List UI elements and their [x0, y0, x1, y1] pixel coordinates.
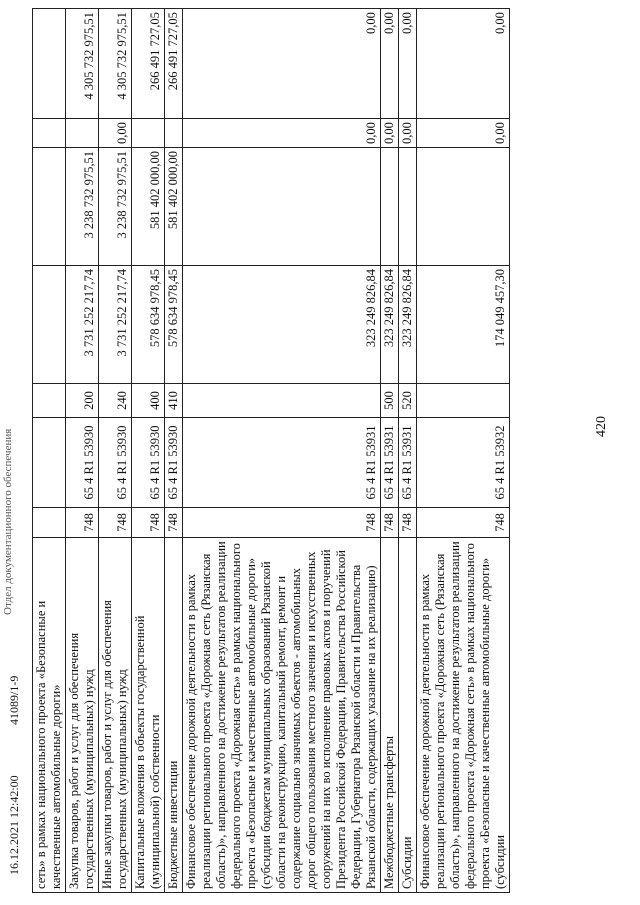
cell-vr — [417, 384, 510, 418]
cell-vr: 410 — [165, 384, 183, 418]
cell-v4: 4 305 732 975,51 — [99, 9, 132, 119]
table-row — [33, 9, 66, 893]
cell-v3 — [165, 119, 183, 148]
cell-v1: 323 249 826,84 — [399, 266, 417, 384]
cell-v3 — [33, 119, 66, 148]
cell-v4: 0,00 — [417, 9, 510, 119]
cell-v2: 3 238 732 975,51 — [66, 148, 99, 266]
cell-name: сеть» в рамках национального проекта «Безопасные и качественные автомобильные дороги» — [33, 538, 66, 893]
registry-stamp: Отдел документационного обеспечения — [2, 428, 14, 615]
cell-name: Капитальные вложения в объекты государственной (муниципальной) собственности — [132, 538, 165, 893]
cell-csr: 65 4 R1 53930 — [132, 418, 165, 508]
cell-v2: 3 238 732 975,51 — [99, 148, 132, 266]
cell-csr: 65 4 R1 53931 — [183, 418, 381, 508]
cell-v2 — [417, 148, 510, 266]
page-number: 420 — [594, 416, 609, 437]
cell-csr — [33, 418, 66, 508]
cell-v2 — [33, 148, 66, 266]
cell-v4: 0,00 — [183, 9, 381, 119]
cell-v2: 581 402 000,00 — [132, 148, 165, 266]
cell-ved: 748 — [399, 508, 417, 538]
cell-ved: 748 — [417, 508, 510, 538]
table-row — [165, 9, 183, 893]
table-row — [99, 9, 132, 893]
cell-vr: 500 — [381, 384, 399, 418]
footer-doc-id: 41089/1-9 — [7, 675, 21, 725]
cell-vr: 200 — [66, 384, 99, 418]
cell-vr — [33, 384, 66, 418]
cell-v4 — [33, 9, 66, 119]
cell-name: Межбюджетные трансферты — [381, 538, 399, 893]
cell-v3 — [66, 119, 99, 148]
cell-csr: 65 4 R1 53930 — [66, 418, 99, 508]
cell-csr: 65 4 R1 53931 — [399, 418, 417, 508]
cell-name: Иные закупки товаров, работ и услуг для обеспечения государственных (муниципальных) нужд — [99, 538, 132, 893]
cell-name: Субсидии — [399, 538, 417, 893]
cell-v4: 266 491 727,05 — [132, 9, 165, 119]
table-row — [183, 9, 381, 893]
cell-v2 — [399, 148, 417, 266]
cell-v4: 4 305 732 975,51 — [66, 9, 99, 119]
cell-vr: 400 — [132, 384, 165, 418]
cell-ved: 748 — [132, 508, 165, 538]
cell-v1: 323 249 826,84 — [183, 266, 381, 384]
cell-v3 — [132, 119, 165, 148]
cell-v2 — [183, 148, 381, 266]
table-row — [132, 9, 165, 893]
cell-v1: 3 731 252 217,74 — [66, 266, 99, 384]
footer-timestamp: 16.12.2021 12:42:00 — [7, 775, 21, 875]
cell-name: Закупка товаров, работ и услуг для обеспечения государственных (муниципальных) нужд — [66, 538, 99, 893]
cell-v1: 578 634 978,45 — [132, 266, 165, 384]
cell-ved: 748 — [66, 508, 99, 538]
cell-name: Финансовое обеспечение дорожной деятельности в рамках реализации регионального проекта «Дорожная сеть (Рязанская область)», направленного на достижение результатов реализации федерального проекта «Дорожная сеть» в рамках национального проекта «Безопасные и качественные автомобильные дороги» (субсидии бюджетам муниципальных образований Рязанской области на реконструкцию, капитальный ремонт, ремонт и содержание социально значимых объектов - автомобильных дорог общего пользования местного значения и искусственных сооружений на них во исполнение правовых актов и поручений Президента Российской Федерации, Правительства Российской Федерации, Губернатора Рязанской области и Правительства Рязанской области, содержащих указание на их реализацию) — [183, 538, 381, 893]
budget-table — [32, 8, 510, 893]
cell-ved: 748 — [165, 508, 183, 538]
cell-ved: 748 — [381, 508, 399, 538]
cell-v1 — [33, 266, 66, 384]
cell-v1: 323 249 826,84 — [381, 266, 399, 384]
cell-v4: 266 491 727,05 — [165, 9, 183, 119]
cell-ved: 748 — [99, 508, 132, 538]
cell-csr: 65 4 R1 53931 — [381, 418, 399, 508]
table-row — [381, 9, 399, 893]
cell-name: Финансовое обеспечение дорожной деятельности в рамках реализации регионального проекта «Дорожная сеть (Рязанская область)», направленного на достижение результатов реализации федерального проекта «Дорожная сеть» в рамках национального проекта «Безопасные и качественные автомобильные дороги» (субсидии — [417, 538, 510, 893]
cell-v4: 0,00 — [399, 9, 417, 119]
cell-csr: 65 4 R1 53932 — [417, 418, 510, 508]
cell-vr — [183, 384, 381, 418]
cell-v1: 578 634 978,45 — [165, 266, 183, 384]
cell-v2: 581 402 000,00 — [165, 148, 183, 266]
cell-vr: 240 — [99, 384, 132, 418]
cell-v3: 0,00 — [183, 119, 381, 148]
cell-v3: 0,00 — [399, 119, 417, 148]
table-row — [66, 9, 99, 893]
cell-v1: 174 049 457,30 — [417, 266, 510, 384]
cell-ved: 748 — [183, 508, 381, 538]
cell-v3: 0,00 — [417, 119, 510, 148]
cell-v3: 0,00 — [99, 119, 132, 148]
cell-v2 — [381, 148, 399, 266]
table-row — [417, 9, 510, 893]
cell-v4: 0,00 — [381, 9, 399, 119]
table-row — [399, 9, 417, 893]
cell-name: Бюджетные инвестиции — [165, 538, 183, 893]
cell-csr: 65 4 R1 53930 — [99, 418, 132, 508]
cell-ved — [33, 508, 66, 538]
cell-v1: 3 731 252 217,74 — [99, 266, 132, 384]
cell-vr: 520 — [399, 384, 417, 418]
cell-v3: 0,00 — [381, 119, 399, 148]
cell-csr: 65 4 R1 53930 — [165, 418, 183, 508]
